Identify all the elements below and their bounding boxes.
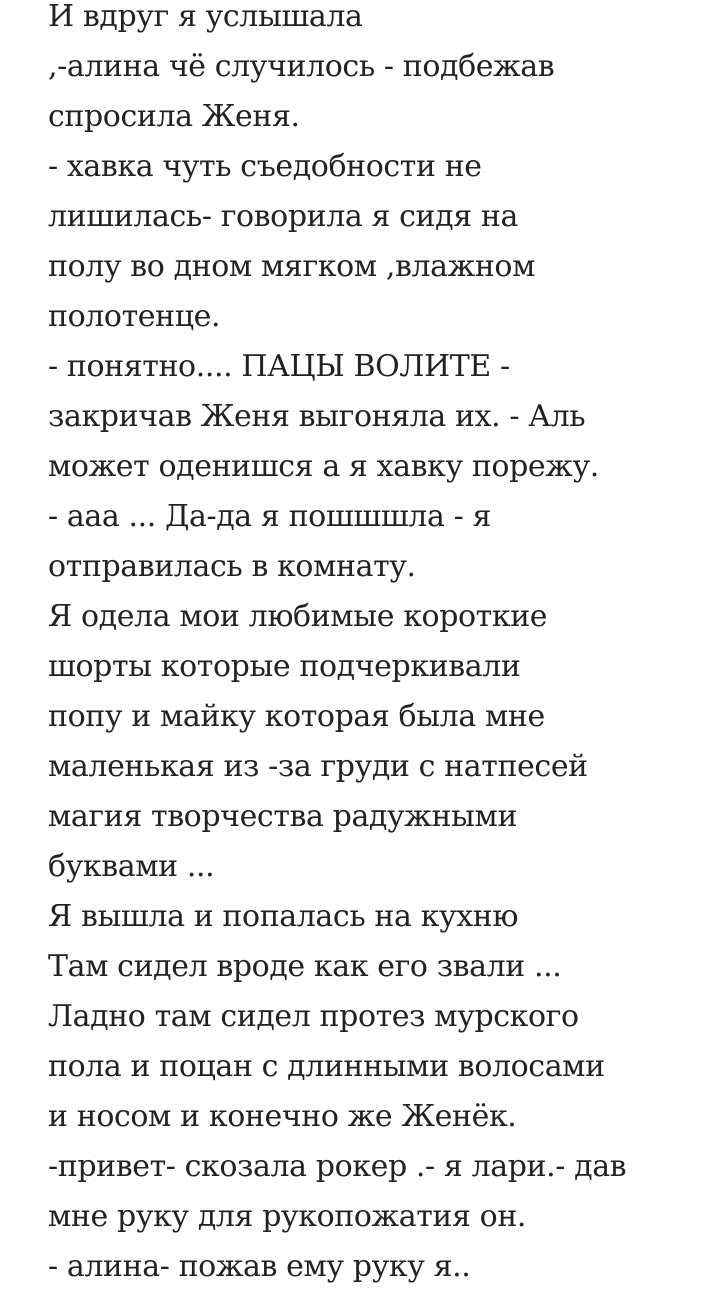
- text-line: - алина- пожав ему руку я..: [48, 1249, 471, 1284]
- text-line: может оденишся а я хавку порежу.: [48, 449, 599, 484]
- text-line: - хавка чуть съедобности не: [48, 149, 482, 184]
- text-line: лишилась- говорила я сидя на: [48, 199, 518, 234]
- text-line: Ладно там сидел протез мурского: [48, 999, 579, 1034]
- text-line: Там сидел вроде как его звали ...: [48, 949, 562, 984]
- text-line: И вдруг я услышала: [48, 0, 363, 34]
- text-line: попу и майку которая была мне: [48, 699, 545, 734]
- text-line: шорты которые подчеркивали: [48, 649, 521, 684]
- text-line: пола и поцан с длинными волосами: [48, 1049, 605, 1084]
- text-line: - ааа ... Да-да я пошшшла - я: [48, 499, 491, 534]
- text-line: -привет- скозала рокер .- я лари.- дав: [48, 1149, 627, 1184]
- text-line: спросила Женя.: [48, 99, 300, 134]
- text-line: маленькая из -за груди с натпесей: [48, 749, 588, 784]
- text-line: магия творчества радужными: [48, 799, 518, 834]
- text-line: Я вышла и попалась на кухню: [48, 899, 519, 934]
- text-line: отправилась в комнату.: [48, 549, 416, 584]
- text-line: - понятно.... ПАЦЫ ВОЛИТЕ -: [48, 349, 510, 384]
- text-line: полу во дном мягком ,влажном: [48, 249, 536, 284]
- text-line: полотенце.: [48, 299, 221, 334]
- text-line: и носом и конечно же Женёк.: [48, 1099, 517, 1134]
- text-line: буквами ...: [48, 849, 215, 884]
- text-line: ,-алина чё случилось - подбежав: [48, 49, 555, 84]
- story-text: [48, 0, 708, 1292]
- text-line: Я одела мои любимые короткие: [48, 599, 548, 634]
- text-line: мне руку для рукопожатия он.: [48, 1199, 527, 1234]
- text-line: закричав Женя выгоняла их. - Аль: [48, 399, 586, 434]
